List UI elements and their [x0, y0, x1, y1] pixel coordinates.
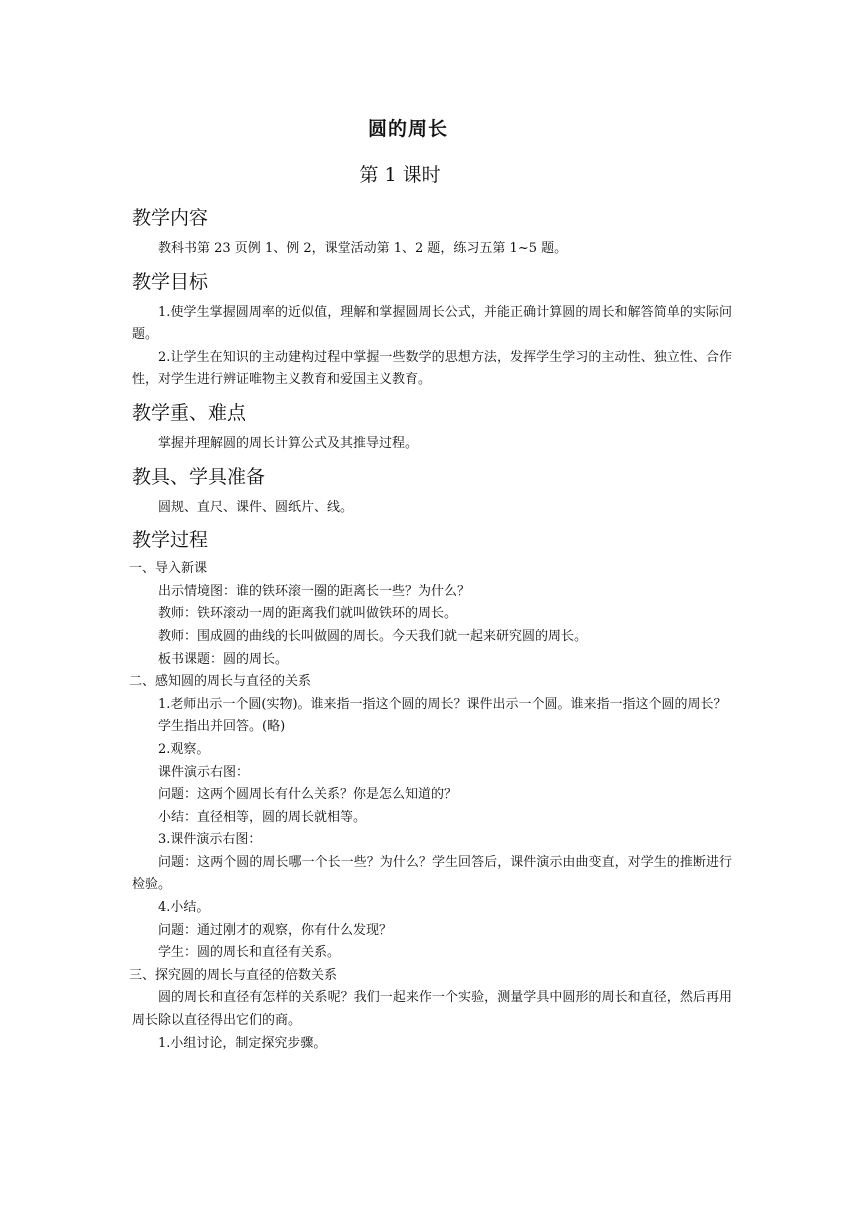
paragraph: 教师：铁环滚动一周的距离我们就叫做铁环的周长。	[158, 606, 458, 622]
section-process-body	[129, 558, 732, 1055]
section-heading-key: 教学重、难点	[132, 401, 247, 424]
paragraph: 圆的周长和直径有怎样的关系呢？我们一起来作一个实验，测量学具中圆形的周长和直径，然后再用周长除以直径得出它们的商。	[132, 990, 732, 1029]
paragraph: 1.小组讨论，制定探究步骤。	[158, 1035, 327, 1051]
part-label: 二、感知圆的周长与直径的关系	[129, 674, 312, 690]
paragraph: 问题：这两个圆的周长哪一个长一些？为什么？学生回答后，课件演示由曲变直，对学生的推断进行检验。	[132, 854, 732, 893]
paragraph: 3.课件演示右图：	[158, 832, 262, 848]
paragraph: 课件演示右图：	[158, 764, 250, 780]
part-label: 三、探究圆的周长与直径的倍数关系	[129, 967, 338, 983]
paragraph: 学生：圆的周长和直径有关系。	[158, 945, 341, 961]
document-title: 圆的周长	[367, 118, 448, 140]
paragraph: 2.观察。	[158, 741, 210, 757]
paragraph: 掌握并理解圆的周长计算公式及其推导过程。	[158, 435, 419, 451]
paragraph: 1.老师出示一个圆(实物)。谁来指一指这个圆的周长？课件出示一个圆。谁来指一指这个圆的周长？	[158, 696, 727, 712]
section-key-body	[132, 433, 732, 456]
paragraph: 小结：直径相等，圆的周长就相等。	[158, 809, 367, 825]
paragraph: 圆规、直尺、课件、圆纸片、线。	[158, 499, 354, 515]
paragraph: 问题：这两个圆周长有什么关系？你是怎么知道的？	[158, 787, 458, 803]
section-heading-goals: 教学目标	[132, 270, 209, 293]
paragraph: 4.小结。	[158, 900, 210, 916]
paragraph: 教科书第 23 页例 1、例 2，课堂活动第 1、2 题，练习五第 1~5 题。	[158, 241, 568, 256]
paragraph: 问题：通过刚才的观察，你有什么发现？	[158, 922, 393, 938]
paragraph: 学生指出并回答。(略)	[158, 719, 286, 735]
section-tools-body	[132, 497, 732, 520]
section-heading-tools: 教具、学具准备	[132, 465, 266, 488]
section-goals-body	[132, 302, 732, 392]
document-subtitle: 第 1 课时	[359, 164, 441, 186]
part-label: 一、导入新课	[129, 561, 208, 577]
paragraph: 教师：围成圆的曲线的长叫做圆的周长。今天我们就一起来研究圆的周长。	[158, 628, 588, 644]
paragraph: 1.使学生掌握圆周率的近似值，理解和掌握圆周长公式，并能正确计算圆的周长和解答简单的实际问题。	[132, 304, 732, 343]
section-heading-content: 教学内容	[132, 207, 209, 229]
document-body	[129, 202, 732, 1060]
paragraph: 出示情境图：谁的铁环滚一圈的距离长一些？为什么？	[158, 583, 471, 599]
section-heading-process: 教学过程	[132, 529, 209, 552]
paragraph: 2.让学生在知识的主动建构过程中掌握一些数学的思想方法，发挥学生学习的主动性、独立性、合作性，对学生进行辨证唯物主义教育和爱国主义教育。	[132, 349, 732, 388]
paragraph: 板书课题：圆的周长。	[158, 651, 289, 667]
section-content-body	[132, 238, 732, 261]
